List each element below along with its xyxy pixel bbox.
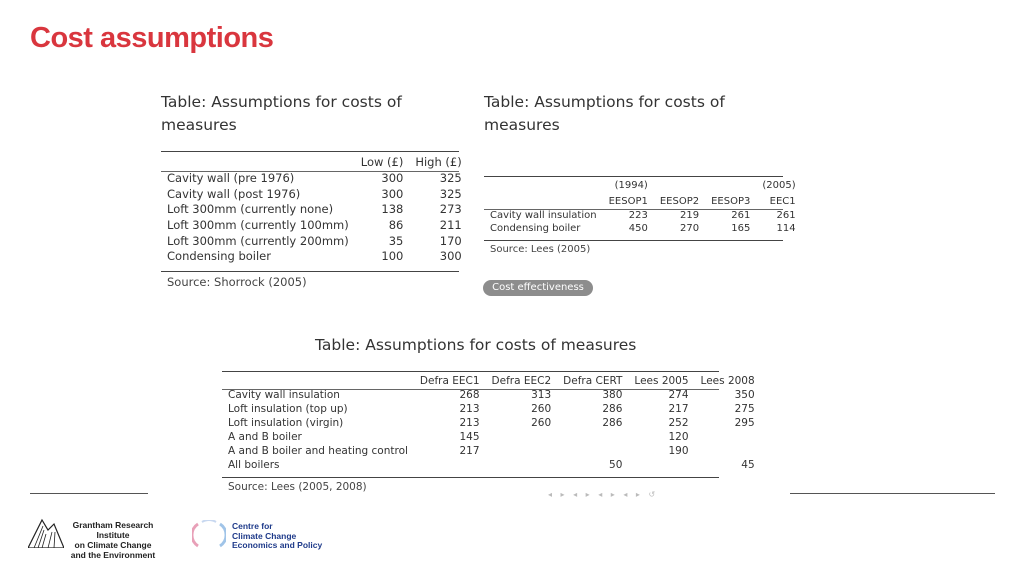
table-cell: A and B boiler and heating control xyxy=(228,445,408,457)
table2-year-cell xyxy=(484,177,603,193)
table-cell: 286 xyxy=(602,403,623,415)
footer-line-right xyxy=(790,493,995,494)
cccep-line-3: Economics and Policy xyxy=(232,540,323,550)
table-cell: 190 xyxy=(668,445,689,457)
grantham-line-2: on Climate Change xyxy=(74,540,152,550)
table2-header-cell: EESOP1 xyxy=(608,195,648,207)
table-cell: 450 xyxy=(628,223,648,234)
table-row xyxy=(222,402,761,416)
grantham-line-3: and the Environment xyxy=(70,550,156,560)
table-cell: Cavity wall insulation xyxy=(490,210,597,221)
table-row xyxy=(222,430,761,444)
table-cell: 35 xyxy=(388,233,404,248)
table-cell: 114 xyxy=(776,223,796,234)
table-cell: Loft 300mm (currently 100mm) xyxy=(167,217,349,232)
table-cell: 286 xyxy=(602,417,623,429)
table2-header-row xyxy=(484,193,802,209)
table-cell: A and B boiler xyxy=(228,431,302,443)
cccep-logo-text xyxy=(232,522,322,551)
table-cell: 165 xyxy=(731,223,751,234)
table-cell: 300 xyxy=(439,249,462,264)
table3-header-cell: Lees 2008 xyxy=(700,374,755,387)
table-cell: 274 xyxy=(668,389,689,401)
table-cell: 252 xyxy=(668,417,689,429)
table2-header-cell: EESOP3 xyxy=(711,195,751,207)
table3-header-cell: Defra EEC1 xyxy=(419,374,480,387)
grantham-line-1: Grantham Research Institute xyxy=(72,520,154,540)
table-cell: 350 xyxy=(734,389,755,401)
table3-header-cell xyxy=(222,373,414,388)
table-row xyxy=(161,201,468,217)
table2-year-cell: (2005) xyxy=(762,179,796,191)
table-cell: 50 xyxy=(609,459,623,471)
table-cell: Cavity wall (pre 1976) xyxy=(167,170,295,185)
table-cell: 270 xyxy=(680,223,700,234)
table2-caption xyxy=(484,91,744,137)
table1-bottom-rule xyxy=(161,271,459,272)
table2-year-cell xyxy=(654,177,705,193)
table-cell xyxy=(486,458,558,472)
table3-caption: Table: Assumptions for costs of measures xyxy=(315,336,637,354)
table-cell: 217 xyxy=(668,403,689,415)
table-cell: 380 xyxy=(602,389,623,401)
table1-caption xyxy=(161,91,421,137)
table-cell: Cavity wall insulation xyxy=(228,389,340,401)
table-cell: 217 xyxy=(459,445,480,457)
table-cell: 275 xyxy=(734,403,755,415)
table2-caption-text: Table: Assumptions for costs of measures xyxy=(484,93,725,134)
table1 xyxy=(161,153,468,264)
table1-caption-text: Table: Assumptions for costs of measures xyxy=(161,93,402,134)
table-cell: Loft insulation (top up) xyxy=(228,403,348,415)
table-row xyxy=(161,248,468,264)
table-cell: 300 xyxy=(381,186,404,201)
table1-body xyxy=(161,170,468,264)
table-cell xyxy=(557,444,628,458)
table-cell: Condensing boiler xyxy=(167,249,271,264)
table1-header-row xyxy=(161,153,468,170)
table-cell xyxy=(486,444,558,458)
table-cell: Loft insulation (virgin) xyxy=(228,417,344,429)
table2-header-cell: EESOP2 xyxy=(659,195,700,207)
slide-title: Cost assumptions xyxy=(30,22,274,54)
table-cell: 213 xyxy=(459,403,480,415)
table-cell: 120 xyxy=(668,431,689,443)
footer-line-left xyxy=(30,493,148,494)
table1-header-cell: High (£) xyxy=(415,154,462,169)
table-cell: 145 xyxy=(459,431,480,443)
table-cell xyxy=(695,444,761,458)
cccep-circle-icon xyxy=(192,520,226,550)
table-cell: 313 xyxy=(531,389,552,401)
table-cell: 261 xyxy=(776,210,796,221)
table3-body xyxy=(222,388,761,472)
table-cell: 260 xyxy=(531,403,552,415)
nav-symbols-icon[interactable]: ◂ ▸ ◂ ▸ ◂ ▸ ◂ ▸ ↺ xyxy=(548,490,659,499)
table1-mid-rule xyxy=(161,171,459,172)
table-cell: Loft 300mm (currently none) xyxy=(167,202,334,217)
cccep-line-1: Centre for xyxy=(232,521,273,531)
table-cell: 300 xyxy=(381,170,404,185)
table-cell: Condensing boiler xyxy=(490,223,581,234)
table3-source: Source: Lees (2005, 2008) xyxy=(228,481,367,493)
table-cell xyxy=(695,430,761,444)
table2 xyxy=(484,177,802,235)
table-cell: 45 xyxy=(741,459,755,471)
table-cell xyxy=(628,458,694,472)
table2-year-cell xyxy=(705,177,756,193)
table3-mid-rule xyxy=(222,389,719,390)
table3-bottom-rule xyxy=(222,477,719,478)
table-cell: 268 xyxy=(459,389,480,401)
table-cell xyxy=(414,458,486,472)
table-cell: 295 xyxy=(734,417,755,429)
table1-top-rule xyxy=(161,151,459,152)
table3-header-row xyxy=(222,373,761,388)
table-cell: 138 xyxy=(381,202,404,217)
table-row xyxy=(161,233,468,249)
table-cell xyxy=(557,430,628,444)
table2-bottom-rule xyxy=(484,240,783,241)
table1-header-cell xyxy=(161,153,355,170)
table2-year-row xyxy=(484,177,802,193)
table-cell: 325 xyxy=(439,170,462,185)
table-cell: 86 xyxy=(388,217,404,232)
table2-header-cell: EEC1 xyxy=(769,195,796,207)
table-row xyxy=(222,444,761,458)
table-cell: Cavity wall (post 1976) xyxy=(167,186,301,201)
cost-effectiveness-button[interactable]: Cost effectiveness xyxy=(483,280,593,296)
table-cell: All boilers xyxy=(228,459,280,471)
table3-header-cell: Lees 2005 xyxy=(634,374,689,387)
table2-mid-rule xyxy=(484,209,783,210)
table2-header-cell xyxy=(484,193,603,209)
cccep-line-2: Climate Change xyxy=(232,530,297,541)
table-cell: 261 xyxy=(731,210,751,221)
table-cell: 325 xyxy=(439,186,462,201)
table-cell: 273 xyxy=(439,202,462,217)
table-cell: 219 xyxy=(680,210,700,221)
table-row xyxy=(222,458,761,472)
table-cell: 223 xyxy=(628,210,648,221)
table-cell: 260 xyxy=(531,417,552,429)
grantham-logo-text xyxy=(58,520,168,560)
table2-source: Source: Lees (2005) xyxy=(490,244,591,255)
table-row xyxy=(161,170,468,186)
table-row xyxy=(222,388,761,402)
table3 xyxy=(222,373,761,472)
table-row xyxy=(484,222,802,235)
table-row xyxy=(484,209,802,222)
table1-source: Source: Shorrock (2005) xyxy=(167,275,307,289)
table1-header-cell: Low (£) xyxy=(360,154,404,169)
table-cell: 100 xyxy=(381,249,404,264)
table-row xyxy=(161,217,468,233)
table2-body xyxy=(484,209,802,235)
table3-header-cell: Defra CERT xyxy=(563,374,623,387)
table3-header-cell: Defra EEC2 xyxy=(491,374,552,387)
table-cell: Loft 300mm (currently 200mm) xyxy=(167,233,349,248)
table-row xyxy=(222,416,761,430)
table-row xyxy=(161,186,468,202)
table-cell xyxy=(486,430,558,444)
table-cell: 213 xyxy=(459,417,480,429)
table-cell: 211 xyxy=(439,217,462,232)
table2-year-cell: (1994) xyxy=(614,179,648,191)
table3-top-rule xyxy=(222,371,719,372)
table-cell: 170 xyxy=(439,233,462,248)
